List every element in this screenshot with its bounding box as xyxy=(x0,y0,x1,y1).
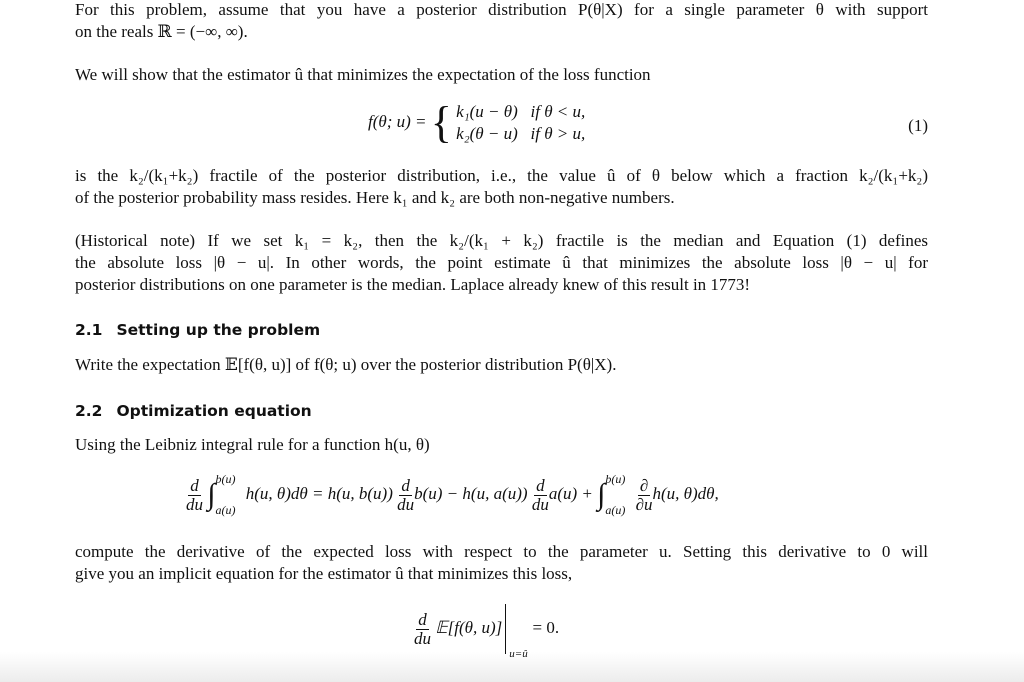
lower-limit: a(u) xyxy=(215,503,236,517)
intro-line-2: on the reals ℝ = (−∞, ∞). xyxy=(75,22,248,41)
upper-limit: b(u) xyxy=(605,472,626,486)
denominator: du xyxy=(397,494,415,514)
equation-1 xyxy=(368,98,586,147)
section-heading-2-2 xyxy=(75,402,312,420)
numerator: d xyxy=(401,475,410,495)
optimality-equation xyxy=(414,604,560,660)
note-line-1: (Historical note) If we set k₁ = k₂, then the k₂/(k₁ + k₂) fractile is the median and Equation (1) defines xyxy=(75,231,928,250)
term-1: h(u, θ)dθ = h(u, b(u)) xyxy=(245,483,393,503)
integral-sign: ∫ xyxy=(597,478,606,511)
section-heading-2-1 xyxy=(75,321,320,339)
section-2-2-text: Using the Leibniz integral rule for a function h(u, θ) xyxy=(75,435,430,454)
intro-line-1: For this problem, assume that you have a posterior distribution P(θ|X) for a single parameter θ with support xyxy=(75,0,928,19)
brace: { xyxy=(430,98,452,147)
loss-intro: We will show that the estimator û that minimizes the expectation of the loss function xyxy=(75,65,651,84)
term-3: a(u) + xyxy=(548,483,593,503)
section-number: 2.1 xyxy=(75,321,103,339)
expectation: 𝔼[f(θ, u)] xyxy=(435,617,503,637)
section-number: 2.2 xyxy=(75,402,103,420)
section-title: Setting up the problem xyxy=(116,321,321,339)
numerator: d xyxy=(418,609,427,629)
section-2-1-text: Write the expectation 𝔼[f(θ, u)] of f(θ; u) over the posterior distribution P(θ|X). xyxy=(75,355,617,374)
note-line-2: the absolute loss |θ − u|. In other words, the point estimate û that minimizes the absolute loss |θ − u| for xyxy=(75,253,928,272)
term-4: h(u, θ)dθ, xyxy=(652,483,719,503)
term-2: b(u) − h(u, a(u)) xyxy=(414,483,528,503)
numerator: d xyxy=(536,475,545,495)
evaluation-bar xyxy=(505,604,528,660)
eq1-lhs: f(θ; u) = xyxy=(368,111,427,131)
fractile-line-1: is the k₂/(k₁+k₂) fractile of the posterior distribution, i.e., the value û of θ below which a fraction k₂/(k₁+k₂) xyxy=(75,166,928,185)
numerator: ∂ xyxy=(639,475,649,495)
denominator: du xyxy=(186,494,203,514)
fractile-line-2: of the posterior probability mass resides. Here k₁ and k₂ are both non-negative numbers. xyxy=(75,188,675,207)
eq1-case-1: k₁(u − θ) if θ < u, xyxy=(456,102,586,121)
integral-sign: ∫ xyxy=(207,478,216,511)
numerator: d xyxy=(190,475,199,495)
denominator: du xyxy=(531,494,549,514)
rhs: = 0. xyxy=(532,617,560,637)
denominator: du xyxy=(414,628,431,648)
eq1-case-2: k₂(θ − u) if θ > u, xyxy=(456,124,586,143)
equation-number: (1) xyxy=(908,116,928,135)
note-line-3: posterior distributions on one parameter is the median. Laplace already knew of this result in 1773! xyxy=(75,275,751,294)
denominator: ∂u xyxy=(635,494,653,514)
upper-limit: b(u) xyxy=(215,472,236,486)
derivative-line-1: compute the derivative of the expected loss with respect to the parameter u. Setting this derivative to 0 will xyxy=(75,542,928,561)
lower-limit: a(u) xyxy=(605,503,626,517)
derivative-line-2: give you an implicit equation for the estimator û that minimizes this loss, xyxy=(75,564,573,583)
section-title: Optimization equation xyxy=(116,402,312,420)
leibniz-equation xyxy=(186,472,719,518)
evaluation-point: u=û xyxy=(509,648,528,660)
